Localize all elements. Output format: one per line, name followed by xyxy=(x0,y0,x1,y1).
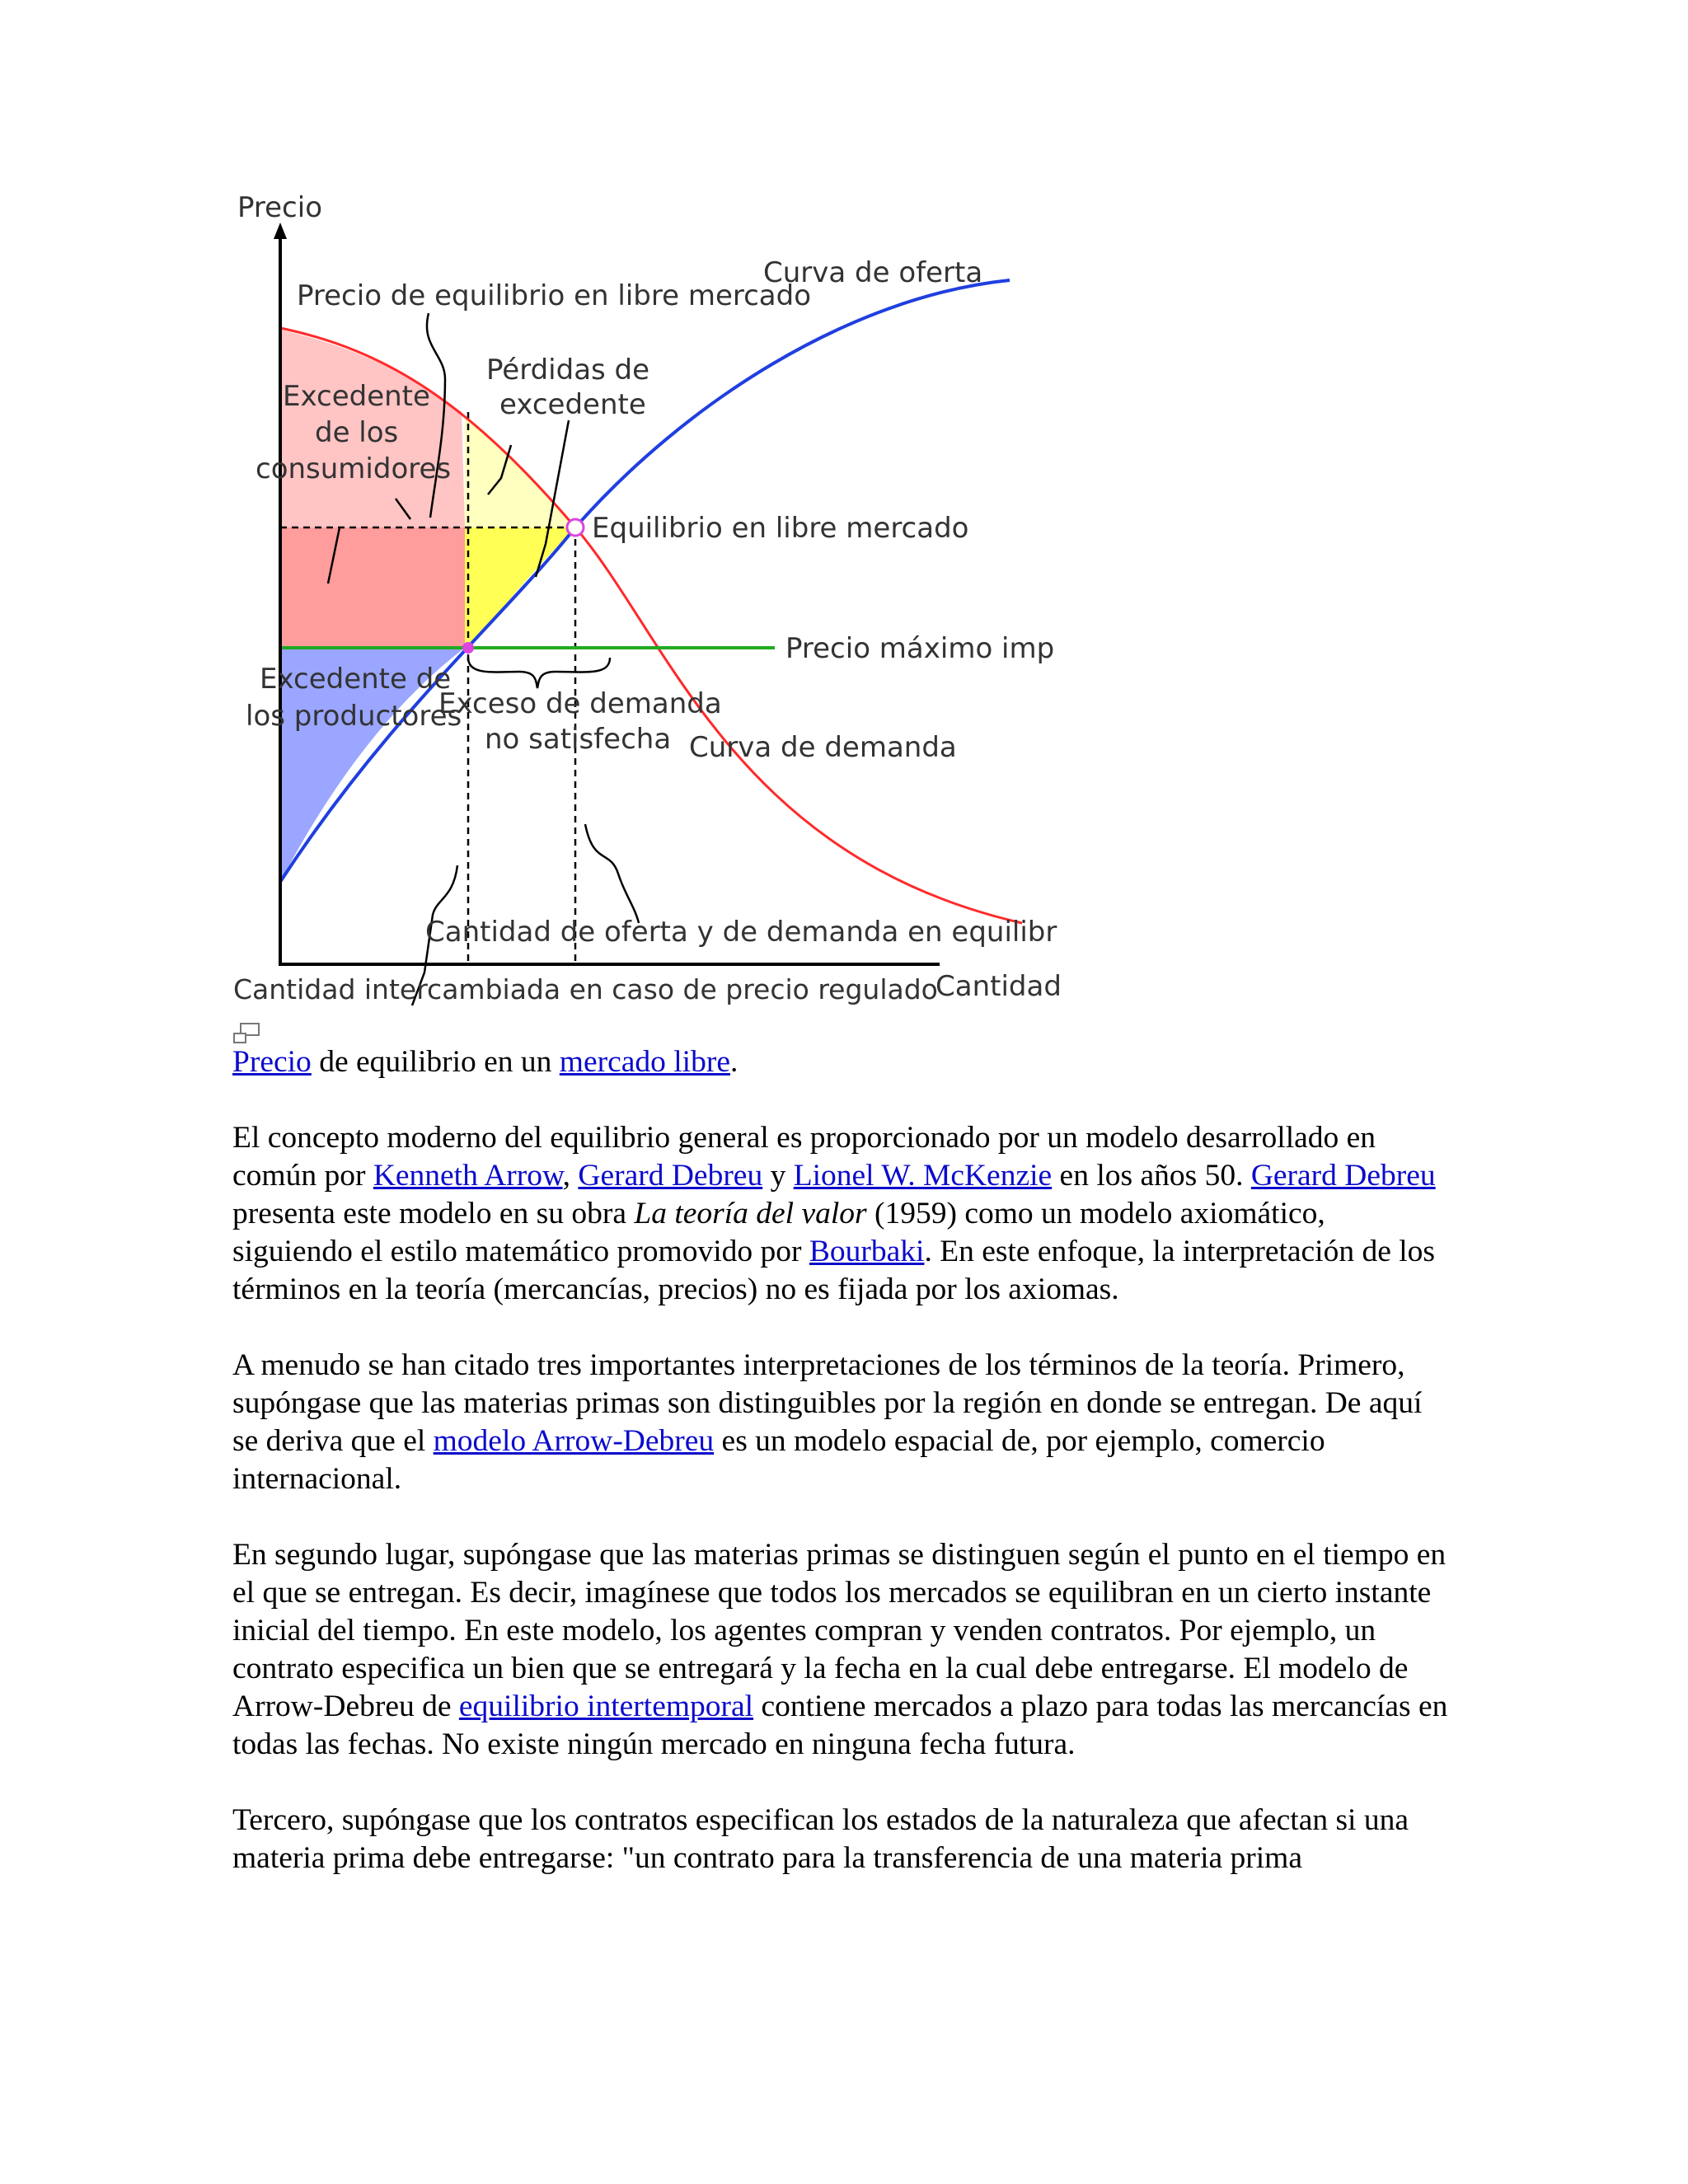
intertemporal-equilibrium-link[interactable]: equilibrio intertemporal xyxy=(458,1690,754,1723)
consumer-surplus-label-2: de los xyxy=(315,416,399,449)
surplus-losses-label-1: Pérdidas de xyxy=(486,354,650,387)
p1-text-3: y xyxy=(762,1159,794,1193)
p1-text-4: en los años 50. xyxy=(1052,1159,1251,1193)
producer-surplus-label-1: Excedente de xyxy=(260,663,452,696)
p2-text-2: es un modelo espacial de, por ejemplo, comercio internacional. xyxy=(232,1424,1325,1496)
excess-demand-label-1: Exceso de demanda xyxy=(438,687,722,720)
max-price-label: Precio máximo imp xyxy=(785,632,1055,665)
equilibrium-quantity-pointer xyxy=(585,824,639,923)
free-market-equilibrium-label: Equilibrio en libre mercado xyxy=(592,512,969,545)
arrow-debreu-model-link[interactable]: modelo Arrow-Debreu xyxy=(433,1424,715,1458)
gerard-debreu-link-2[interactable]: Gerard Debreu xyxy=(1250,1159,1436,1193)
excess-demand-brace xyxy=(468,658,610,688)
x-axis-label: Cantidad xyxy=(935,970,1062,1003)
kenneth-arrow-link[interactable]: Kenneth Arrow xyxy=(373,1159,563,1193)
surplus-losses-label-2: excedente xyxy=(499,388,646,421)
p1-text-2: , xyxy=(562,1159,579,1193)
diagram-svg xyxy=(223,190,1071,1014)
demand-curve-label: Curva de demanda xyxy=(689,731,957,764)
paragraph-2 xyxy=(232,1347,1452,1498)
p3-text-2: contiene mercados a plazo para todas las mercancías en todas las fechas. No existe ningún mercado en ninguna fecha futura. xyxy=(232,1690,1448,1761)
supply-curve-label: Curva de oferta xyxy=(763,256,983,289)
ceiling-intersection-marker xyxy=(462,642,474,654)
caption-text-1: de equilibrio en un xyxy=(311,1045,560,1079)
figure-caption xyxy=(232,1043,1452,1081)
caption-text-2: . xyxy=(729,1045,738,1079)
p1-text-6: (1959) como un modelo axiomático, siguiendo el estilo matemático promovido por xyxy=(232,1197,1325,1268)
p1-text-7: . En este enfoque, la interpretación de los términos en la teoría (mercancías, precios) no es fijada por los axiomas. xyxy=(232,1235,1436,1306)
paragraph-4 xyxy=(232,1802,1452,1877)
regulated-quantity-label: Cantidad intercambiada en caso de precio regulado xyxy=(233,973,938,1005)
lionel-mckenzie-link[interactable]: Lionel W. McKenzie xyxy=(793,1159,1053,1193)
consumer-surplus-label-3: consumidores xyxy=(256,452,452,485)
producer-surplus-label-2: los productores xyxy=(246,700,462,733)
precio-link[interactable]: Precio xyxy=(232,1045,312,1079)
mercado-libre-link[interactable]: mercado libre xyxy=(559,1045,730,1079)
free-market-price-label: Precio de equilibrio en libre mercado xyxy=(297,279,812,312)
paragraph-1 xyxy=(232,1119,1452,1309)
book-title: La teoría del valor xyxy=(634,1197,867,1230)
p2-text-1: A menudo se han citado tres importantes interpretaciones de los términos de la teoría. Primero, supóngase que las materias primas son distinguibles por la región en donde se entregan. De aquí se deriva que el xyxy=(232,1348,1423,1458)
y-axis-label: Precio xyxy=(237,191,322,224)
supply-demand-diagram xyxy=(223,190,1071,1014)
p1-text-1: El concepto moderno del equilibrio general es proporcionado por un modelo desarrollado en común por xyxy=(232,1121,1376,1193)
article-text xyxy=(232,1043,1452,1915)
y-axis-arrow xyxy=(274,223,287,239)
free-market-equilibrium-marker xyxy=(567,519,584,536)
p4-text-1: Tercero, supóngase que los contratos especifican los estados de la naturaleza que afectan si una materia prima debe entregarse: "un contrato para la transferencia de una materia prima xyxy=(232,1803,1409,1875)
p3-text-1: En segundo lugar, supóngase que las materias primas se distinguen según el punto en el tiempo en el que se entregan. Es decir, imagínese que todos los mercados se equilibran en un cierto instante inicial del tiempo. En este modelo, los agentes compran y venden contratos. Por ejemplo, un contrato especifica un bien que se entregará y la fecha en la cual debe entregarse. El modelo de Arrow-Debreu de xyxy=(232,1538,1447,1723)
consumer-surplus-label-1: Excedente xyxy=(283,380,430,413)
bourbaki-link[interactable]: Bourbaki xyxy=(809,1235,925,1268)
consumer-surplus-dark-area xyxy=(280,527,465,648)
gerard-debreu-link[interactable]: Gerard Debreu xyxy=(578,1159,763,1193)
p1-text-5: presenta este modelo en su obra xyxy=(232,1197,635,1230)
enlarge-icon[interactable] xyxy=(232,1022,262,1045)
excess-demand-label-2: no satisfecha xyxy=(485,723,672,756)
paragraph-3 xyxy=(232,1536,1452,1764)
equilibrium-quantity-label: Cantidad de oferta y de demanda en equilibr xyxy=(425,916,1057,949)
